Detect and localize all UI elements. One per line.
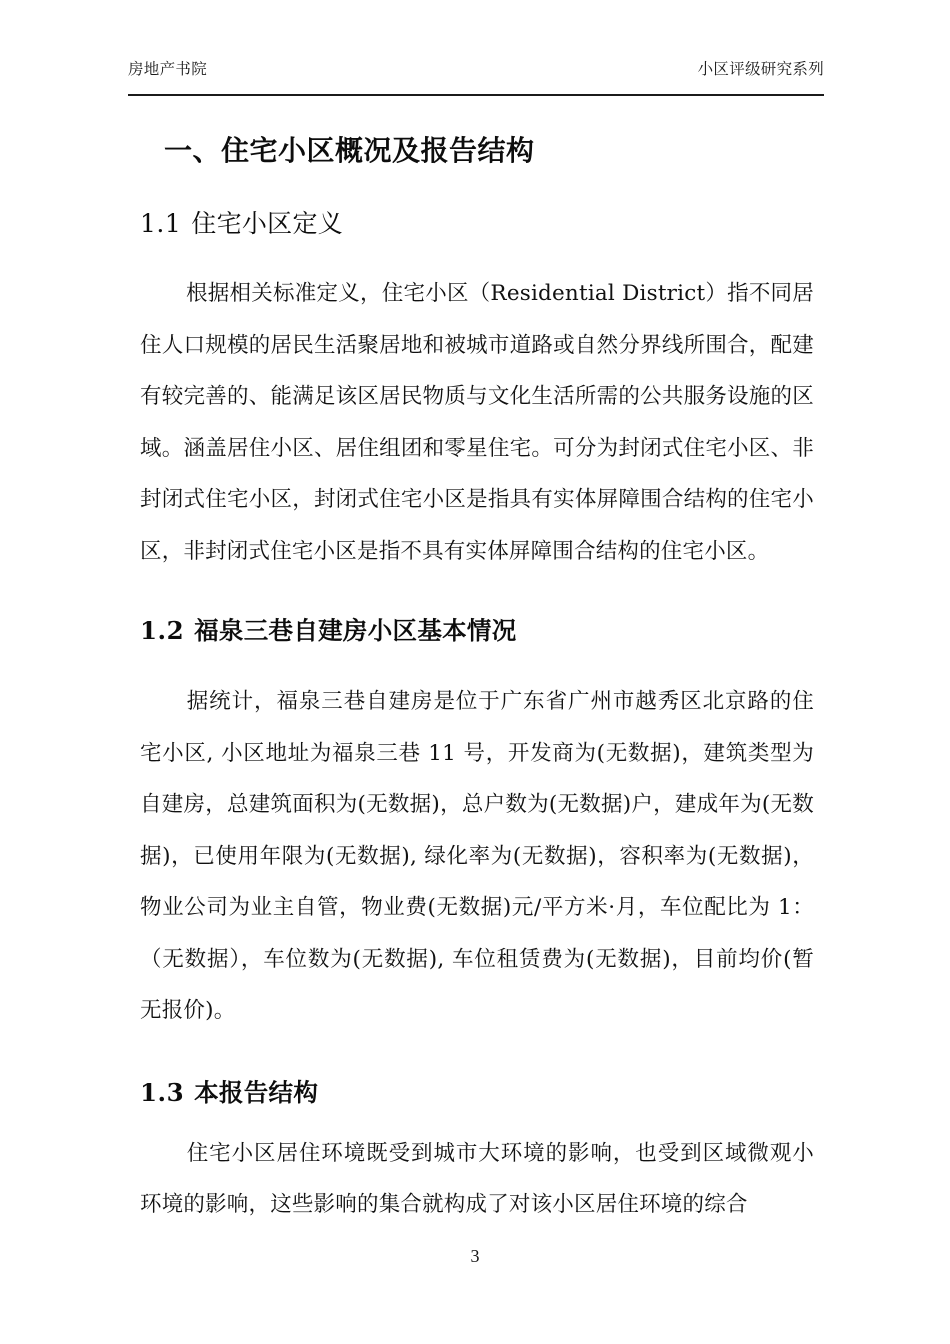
- section-title-1-1: 住宅小区定义: [191, 209, 344, 238]
- section-heading-1-2: [140, 610, 814, 652]
- section-heading-1-3: [140, 1072, 814, 1114]
- header-left-title: 房地产书院: [128, 61, 208, 78]
- section-heading-1-1: [140, 203, 814, 245]
- section-number-1-3: 1.3: [140, 1077, 185, 1107]
- paragraph-1-1: [140, 268, 814, 577]
- section-number-1-2: 1.2: [140, 616, 185, 645]
- section-title-1-3: 本报告结构: [194, 1077, 319, 1107]
- document-content: [140, 128, 814, 1231]
- paragraph-1-3-text: 住宅小区居住环境既受到城市大环境的影响，也受到区域微观小环境的影响，这些影响的集合就构成了对该小区居住环境的综合: [140, 1140, 814, 1217]
- paragraph-1-3: [140, 1128, 814, 1231]
- header-right-title: 小区评级研究系列: [697, 61, 824, 78]
- spacer: [140, 174, 814, 203]
- paragraph-1-2-text: 据统计，福泉三巷自建房是位于广东省广州市越秀区北京路的住宅小区, 小区地址为福泉三巷 11 号，开发商为(无数据)，建筑类型为自建房，总建筑面积为(无数据)，总户数为(无数据)户，建成年为(无数据)，已使用年限为(无数据), 绿化率为(无数据)，容积率为(无数据)，物业公司为业主自管，物业费(无数据)元/平方米·月，车位配比为 1：（无数据），车位数为(无数据), 车位租赁费为(无数据)，目前均价(暂无报价)。: [140, 689, 814, 1023]
- page-header: [128, 60, 824, 96]
- spacer: [140, 652, 814, 676]
- page-number: 3: [470, 1246, 480, 1266]
- paragraph-1-2: [140, 676, 814, 1037]
- page-title: 一、住宅小区概况及报告结构: [164, 134, 535, 167]
- section-number-1-1: 1.1: [140, 209, 182, 238]
- section-title-1-2: 福泉三巷自建房小区基本情况: [194, 616, 517, 645]
- spacer: [140, 1114, 814, 1128]
- spacer: [140, 577, 814, 610]
- paragraph-1-1-text: 根据相关标准定义，住宅小区（Residential District）指不同居住人口规模的居民生活聚居地和被城市道路或自然分界线所围合，配建有较完善的、能满足该区居民物质与文化生活所需的公共服务设施的区域。涵盖居住小区、居住组团和零星住宅。可分为封闭式住宅小区、非封闭式住宅小区，封闭式住宅小区是指具有实体屏障围合结构的住宅小区，非封闭式住宅小区是指不具有实体屏障围合结构的住宅小区。: [140, 281, 814, 564]
- spacer: [140, 245, 814, 268]
- spacer: [140, 1037, 814, 1072]
